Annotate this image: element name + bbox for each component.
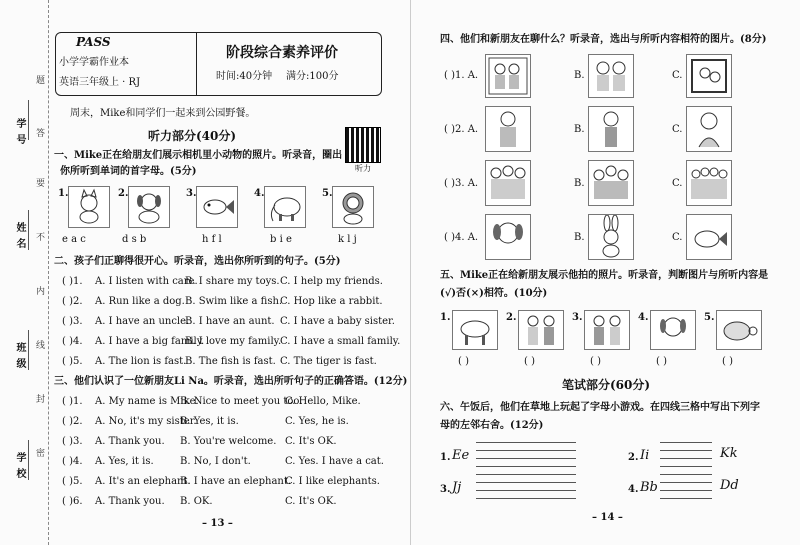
q3-answer-slot[interactable]: ( )3.	[62, 436, 83, 447]
q6-item-number: 1.	[440, 452, 451, 463]
q6-title: 六、午饭后，他们在草地上玩起了字母小游戏。在四线三格中写出下列字	[440, 402, 760, 413]
q1-item-number: 5.	[322, 188, 333, 199]
q1-item-number: 1.	[58, 188, 69, 199]
q2-option-a: A. I listen with care.	[95, 276, 198, 287]
q5-item-number: 4.	[638, 312, 649, 323]
full-score: 满分:100分	[286, 71, 339, 82]
picture-horse	[452, 310, 498, 350]
q3-option-b: B. OK.	[180, 496, 213, 507]
picture-grandma	[686, 106, 732, 152]
written-title: 笔试部分(60分)	[562, 378, 651, 392]
q2-option-c: C. The tiger is fast.	[280, 356, 377, 367]
q2-option-c: C. I help my friends.	[280, 276, 383, 287]
q6-letter-right: Dd	[720, 478, 739, 493]
q3-option-a: A. Yes, it is.	[95, 456, 154, 467]
q3-option-a: A. My name is Mike.	[95, 396, 199, 407]
header-subtitle: 小学学霸作业本	[59, 57, 129, 68]
q4-answer-slot[interactable]: ( )1. A.	[444, 70, 479, 81]
q6-title-2: 母的左邻右舍。(12分)	[440, 420, 544, 431]
q4-option-b: B.	[574, 124, 585, 135]
q3-answer-slot[interactable]: ( )5.	[62, 476, 83, 487]
q3-option-b: B. You're welcome.	[180, 436, 277, 447]
q2-option-a: A. I have an uncle.	[95, 316, 190, 327]
fold-char: 封	[34, 394, 44, 403]
q4-answer-slot[interactable]: ( )2. A.	[444, 124, 479, 135]
q3-option-a: A. Thank you.	[95, 436, 165, 447]
picture-fish	[196, 186, 238, 228]
q5-answer-box[interactable]: ( )	[458, 356, 469, 367]
q1-title-2: 你所听到单词的首字母。(5分)	[60, 166, 197, 177]
q2-option-b: B. The fish is fast.	[185, 356, 276, 367]
q4-option-b: B.	[574, 178, 585, 189]
picture-dog	[128, 186, 170, 228]
q2-option-c: C. I have a small family.	[280, 336, 401, 347]
q5-item-number: 3.	[572, 312, 583, 323]
q4-option-c: C.	[672, 232, 683, 243]
q3-option-c: C. Hello, Mike.	[285, 396, 361, 407]
q1-letters[interactable]: k l j	[338, 234, 357, 245]
q2-option-b: B. I share my toys.	[185, 276, 280, 287]
picture-grandpa	[485, 106, 531, 152]
q2-option-b: B. Swim like a fish.	[185, 296, 283, 307]
fold-char: 密	[34, 448, 44, 457]
page-number-right: – 14 –	[592, 512, 623, 523]
q1-item-number: 3.	[186, 188, 197, 199]
q3-option-b: B. No, I don't.	[180, 456, 251, 467]
q1-item-number: 4.	[254, 188, 265, 199]
picture-two-kids	[588, 54, 634, 98]
header-box	[55, 32, 382, 96]
picture-turtle	[716, 310, 762, 350]
q4-option-b: B.	[574, 232, 585, 243]
qr-code[interactable]	[345, 127, 381, 163]
label-student-number: 学号	[14, 118, 25, 150]
q3-option-b: B. Nice to meet you too.	[180, 396, 303, 407]
q2-title: 二、孩子们正聊得很开心。听录音，选出你所听到的句子。(5分)	[54, 256, 341, 267]
q1-title: 一、Mike正在给朋友们展示相机里小动物的照片。听录音，圈出	[54, 150, 343, 161]
picture-family-four	[485, 160, 531, 206]
q4-answer-slot[interactable]: ( )3. A.	[444, 178, 479, 189]
q3-option-c: C. Yes, he is.	[285, 416, 349, 427]
q4-option-c: C.	[672, 124, 683, 135]
q2-option-a: A. The lion is fast.	[95, 356, 187, 367]
fold-char: 答	[34, 128, 44, 137]
q3-answer-slot[interactable]: ( )2.	[62, 416, 83, 427]
q4-option-c: C.	[672, 70, 683, 81]
fold-char: 不	[34, 232, 44, 241]
q4-title: 四、他们和新朋友在聊什么？听录音，选出与所听内容相符的图片。(8分)	[440, 34, 767, 45]
q2-option-b: B. I love my family.	[185, 336, 282, 347]
q4-option-b: B.	[574, 70, 585, 81]
q5-title-2: (√)否(×)相符。(10分)	[440, 288, 548, 299]
q3-option-c: C. I like elephants.	[285, 476, 380, 487]
q2-option-c: C. Hop like a rabbit.	[280, 296, 383, 307]
q3-option-c: C. It's OK.	[285, 496, 337, 507]
picture-lion	[332, 186, 374, 228]
listening-title: 听力部分(40分)	[148, 129, 237, 143]
q1-letters[interactable]: d s b	[122, 234, 147, 245]
picture-frame	[686, 54, 732, 98]
picture-elephant	[264, 186, 306, 228]
q3-option-b: B. Yes, it is.	[180, 416, 239, 427]
q2-answer-slot[interactable]: ( )3.	[62, 316, 83, 327]
q3-answer-slot[interactable]: ( )1.	[62, 396, 83, 407]
q3-option-a: A. Thank you.	[95, 496, 165, 507]
picture-family	[485, 54, 531, 98]
q2-option-c: C. I have a baby sister.	[280, 316, 395, 327]
picture-family-five	[588, 160, 634, 206]
picture-rabbit	[588, 214, 634, 260]
q3-answer-slot[interactable]: ( )4.	[62, 456, 83, 467]
page-number-left: – 13 –	[202, 518, 233, 529]
q5-item-number: 1.	[440, 312, 451, 323]
picture-family-six	[686, 160, 732, 206]
q2-answer-slot[interactable]: ( )4.	[62, 336, 83, 347]
q6-letter: Ee	[452, 448, 470, 463]
q2-answer-slot[interactable]: ( )1.	[62, 276, 83, 287]
label-name: 姓名	[14, 222, 25, 254]
q5-answer-box[interactable]: ( )	[524, 356, 535, 367]
q4-option-c: C.	[672, 178, 683, 189]
fold-char: 线	[34, 340, 44, 349]
q2-option-a: A. Run like a dog.	[95, 296, 185, 307]
q1-letters[interactable]: b i e	[270, 234, 292, 245]
q6-letter-right: Kk	[720, 446, 738, 461]
q5-answer-box[interactable]: ( )	[722, 356, 733, 367]
q3-option-a: A. It's an elephant.	[95, 476, 191, 487]
q5-item-number: 2.	[506, 312, 517, 323]
q5-title: 五、Mike正在给新朋友展示他拍的照片。听录音，判断图片与所听内容是	[440, 270, 769, 281]
q3-option-b: B. I have an elephant.	[180, 476, 292, 487]
q2-answer-slot[interactable]: ( )2.	[62, 296, 83, 307]
page-title: 阶段综合素养评价	[226, 45, 338, 61]
picture-two-kids	[584, 310, 630, 350]
picture-boy	[588, 106, 634, 152]
picture-two-people	[518, 310, 564, 350]
qr-label: 听力	[355, 164, 371, 173]
q3-answer-slot[interactable]: ( )6.	[62, 496, 83, 507]
q2-option-b: B. I have an aunt.	[185, 316, 275, 327]
q3-option-c: C. It's OK.	[285, 436, 337, 447]
fold-char: 题	[34, 75, 44, 84]
q6-item-number: 4.	[628, 484, 639, 495]
q6-letter: Ii	[640, 448, 650, 463]
q1-letters[interactable]: h f l	[202, 234, 222, 245]
brand-logo: PASS	[76, 35, 111, 49]
q3-option-c: C. Yes. I have a cat.	[285, 456, 384, 467]
fold-char: 要	[34, 178, 44, 187]
label-school: 学校	[14, 452, 25, 484]
intro-text: 周末，Mike和同学们一起来到公园野餐。	[70, 108, 256, 119]
q6-item-number: 2.	[628, 452, 639, 463]
q5-answer-box[interactable]: ( )	[590, 356, 601, 367]
q3-title: 三、他们认识了一位新朋友Li Na。听录音，选出所听句子的正确答语。(12分)	[54, 376, 408, 387]
q5-item-number: 5.	[704, 312, 715, 323]
q2-option-a: A. I have a big family.	[95, 336, 205, 347]
q6-item-number: 3.	[440, 484, 451, 495]
picture-fish-bowl	[686, 214, 732, 260]
q2-answer-slot[interactable]: ( )5.	[62, 356, 83, 367]
q5-answer-box[interactable]: ( )	[656, 356, 667, 367]
q1-item-number: 2.	[118, 188, 129, 199]
fold-char: 内	[34, 286, 44, 295]
q6-letter: Bb	[640, 480, 658, 495]
header-course: 英语三年级上 · RJ	[59, 77, 141, 88]
q1-letters[interactable]: e a c	[62, 234, 86, 245]
picture-puppy	[485, 214, 531, 260]
time-limit: 时间:40分钟	[216, 71, 273, 82]
q4-answer-slot[interactable]: ( )4. A.	[444, 232, 479, 243]
q6-letter: Jj	[452, 480, 462, 495]
label-class: 班级	[14, 342, 25, 374]
q3-option-a: A. No, it's my sister.	[95, 416, 197, 427]
picture-dog	[650, 310, 696, 350]
picture-cat	[68, 186, 110, 228]
